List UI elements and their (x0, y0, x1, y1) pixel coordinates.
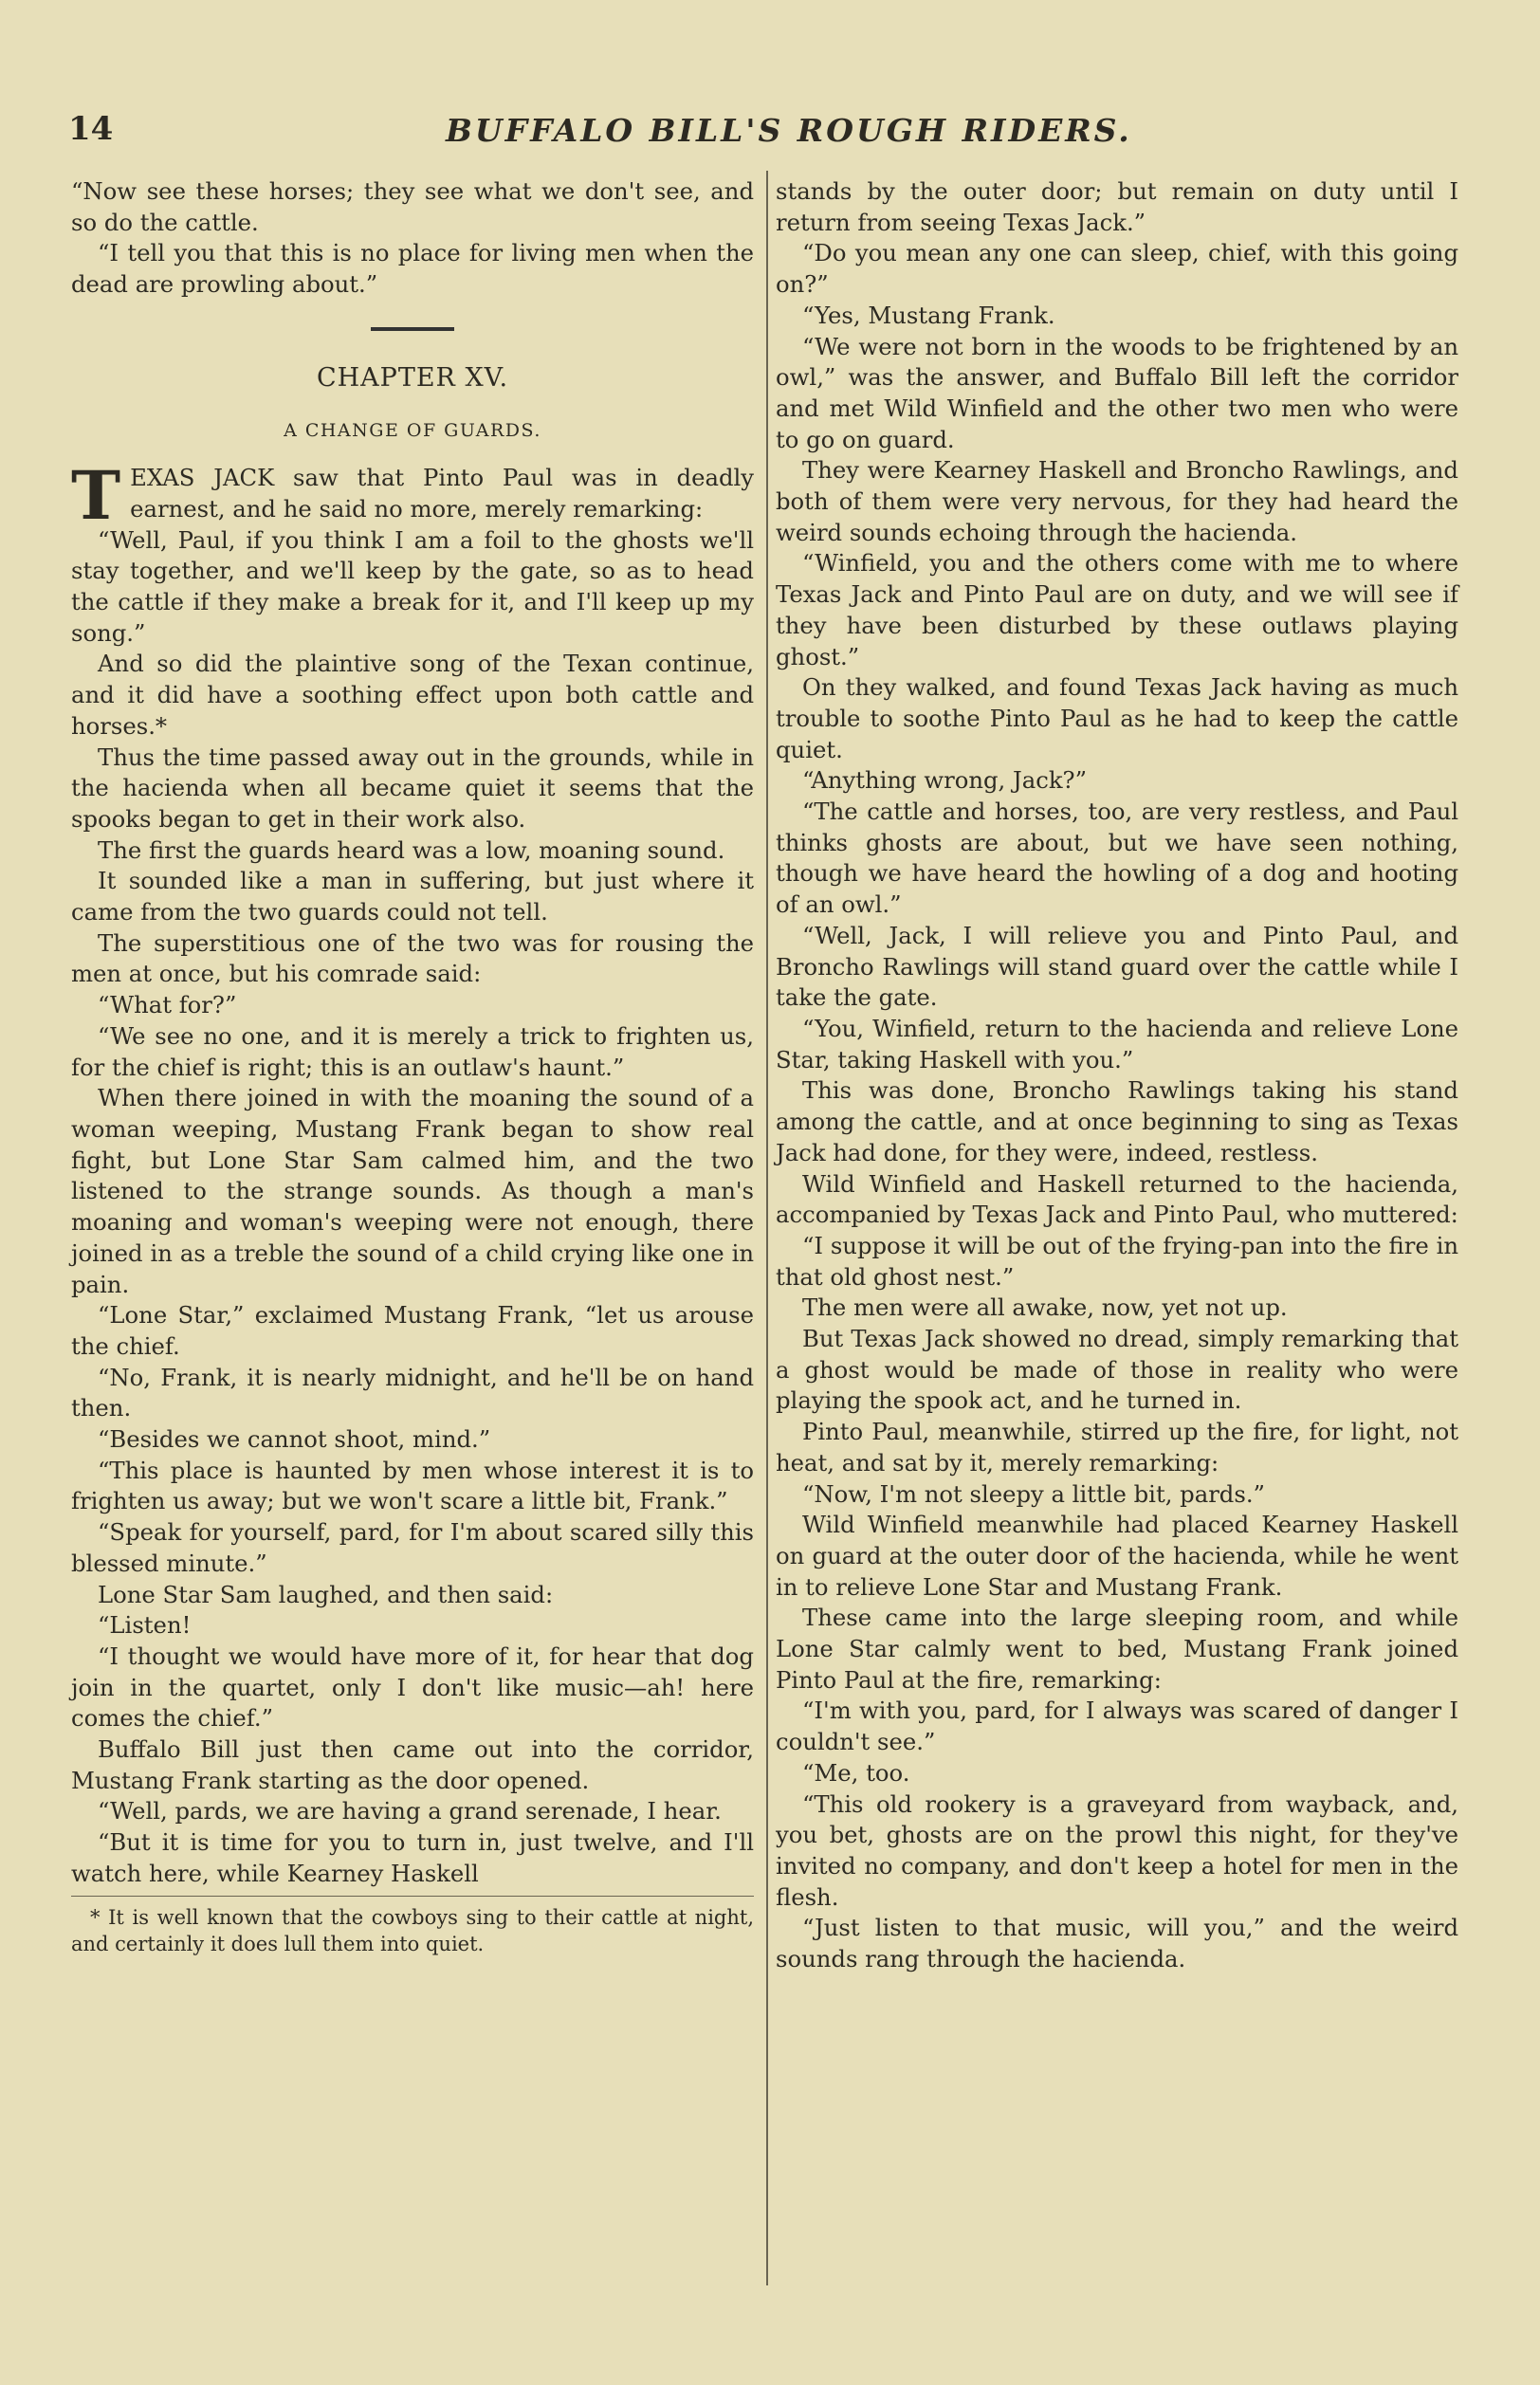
paragraph: Wild Winfield and Haskell returned to the hacienda, accompanied by Texas Jack and Pinto Paul, who muttered: (776, 1169, 1458, 1229)
right-paragraphs (776, 176, 1458, 1975)
paragraph: stands by the outer door; but remain on duty until I return from seeing Texas Jack.” (776, 177, 1458, 236)
paragraph: “We were not born in the woods to be frightened by an owl,” was the answer, and Buffalo Bill left the corridor and met Wild Winfield and the other two men who were to go on guard. (776, 332, 1458, 453)
paragraph: “But it is time for you to turn in, just twelve, and I'll watch here, while Kearney Haskell (71, 1828, 754, 1887)
right-column (776, 176, 1458, 1975)
paragraph: “We see no one, and it is merely a trick to frighten us, for the chief is right; this is an outlaw's haunt.” (71, 1021, 754, 1081)
running-title: BUFFALO BILL'S ROUGH RIDERS. (446, 112, 1132, 149)
paragraph: “This place is haunted by men whose interest it is to frighten us away; but we won't scare a little bit, Frank.” (71, 1456, 754, 1515)
paragraph: But Texas Jack showed no dread, simply remarking that a ghost would be made of those in reality who were playing the spook act, and he turned in. (776, 1325, 1458, 1415)
paragraph: “Me, too. (802, 1758, 910, 1787)
paragraph: “Winfield, you and the others come with me to where Texas Jack and Pinto Paul are on duty, and we will see if they have been disturbed by these outlaws playing ghost.” (776, 549, 1458, 670)
paragraph: Pinto Paul, meanwhile, stirred up the fire, for light, not heat, and sat by it, merely remarking: (776, 1418, 1458, 1477)
paragraph: “Now see these horses; they see what we don't see, and so do the cattle. (71, 177, 754, 236)
footnote: * It is well known that the cowboys sing to their cattle at night, and certainly it does lull them into quiet. (71, 1905, 754, 1955)
footnote-rule (71, 1896, 754, 1897)
paragraph: “Yes, Mustang Frank. (802, 301, 1055, 329)
first-paragraph (71, 456, 754, 536)
paragraph: “Speak for yourself, pard, for I'm about scared silly this blessed minute.” (71, 1518, 754, 1577)
column-divider (766, 171, 768, 2285)
drop-cap: T (71, 456, 121, 536)
paragraph: “Besides we cannot shoot, mind.” (98, 1425, 491, 1454)
first-paragraph-text: EXAS JACK saw that Pinto Paul was in deadly earnest, and he said no more, merely remarking: (130, 464, 754, 523)
chapter-subtitle: A CHANGE OF GUARDS. (284, 419, 541, 441)
paragraph: “Well, pards, we are having a grand serenade, I hear. (98, 1797, 722, 1825)
paragraph: This was done, Broncho Rawlings taking his stand among the cattle, and at once beginning to sing as Texas Jack had done, for they were, indeed, restless. (776, 1076, 1458, 1166)
paragraph: “Just listen to that music, will you,” and the weird sounds rang through the hacienda. (776, 1914, 1458, 1973)
paragraph: “Now, I'm not sleepy a little bit, pards.” (802, 1479, 1265, 1508)
paragraph: The first the guards heard was a low, moaning sound. (98, 835, 725, 864)
paragraph: “Well, Jack, I will relieve you and Pinto Paul, and Broncho Rawlings will stand guard over the cattle while I take the gate. (776, 921, 1458, 1012)
paragraph: “Listen! (98, 1611, 192, 1640)
paragraph: On they walked, and found Texas Jack having as much trouble to soothe Pinto Paul as he had to keep the cattle quiet. (776, 673, 1458, 763)
page-number: 14 (68, 110, 114, 148)
paragraph: Thus the time passed away out in the grounds, while in the hacienda when all became quiet it seems that the spooks began to get in their work also. (71, 743, 754, 833)
chapter-title: CHAPTER XV. (316, 362, 509, 393)
paragraph: “Do you mean any one can sleep, chief, with this going on?” (776, 239, 1458, 299)
paragraph: “Anything wrong, Jack?” (802, 766, 1088, 795)
left-paragraphs (71, 525, 754, 1890)
paragraph: Wild Winfield meanwhile had placed Kearney Haskell on guard at the outer door of the hacienda, while he went in to relieve Lone Star and Mustang Frank. (776, 1511, 1458, 1601)
paragraph: “The cattle and horses, too, are very restless, and Paul thinks ghosts are about, but we have seen nothing, though we have heard the howling of a dog and hooting of an owl.” (776, 798, 1458, 919)
paragraph: “I tell you that this is no place for living men when the dead are prowling about.” (71, 239, 754, 299)
paragraph: Buffalo Bill just then came out into the corridor, Mustang Frank starting as the door opened. (71, 1735, 754, 1794)
paragraph: “I thought we would have more of it, for hear that dog join in the quartet, only I don't like music—ah! here comes the chief.” (71, 1642, 754, 1733)
paragraph: The men were all awake, now, yet not up. (802, 1293, 1288, 1322)
paragraph: “You, Winfield, return to the hacienda and relieve Lone Star, taking Haskell with you.” (776, 1014, 1458, 1073)
paragraph: And so did the plaintive song of the Texan continue, and it did have a soothing effect upon both cattle and horses.* (71, 650, 754, 740)
left-column (71, 176, 754, 1957)
paragraph: “I'm with you, pard, for I always was scared of danger I couldn't see.” (776, 1697, 1458, 1756)
section-ornament (371, 327, 454, 331)
paragraph: “No, Frank, it is nearly midnight, and he'll be on hand then. (71, 1363, 754, 1422)
paragraph: “Lone Star,” exclaimed Mustang Frank, “let us arouse the chief. (71, 1301, 754, 1360)
paragraph: “What for?” (98, 991, 237, 1019)
paragraph: They were Kearney Haskell and Broncho Rawlings, and both of them were very nervous, for they had heard the weird sounds echoing through the hacienda. (776, 456, 1458, 546)
paragraph: These came into the large sleeping room, and while Lone Star calmly went to bed, Mustang Frank joined Pinto Paul at the fire, remarking: (776, 1604, 1458, 1694)
paragraph: When there joined in with the moaning the sound of a woman weeping, Mustang Frank began to show real fight, but Lone Star Sam calmed him, and the two listened to the strange sounds. As though a man's moaning and woman's weeping were not enough, there joined in as a treble the sound of a child crying like one in pain. (71, 1084, 754, 1298)
paragraph: Lone Star Sam laughed, and then said: (98, 1580, 554, 1608)
paragraph: The superstitious one of the two was for rousing the men at once, but his comrade said: (71, 928, 754, 988)
paragraph: It sounded like a man in suffering, but just where it came from the two guards could not tell. (71, 867, 754, 926)
paragraph: “I suppose it will be out of the frying-pan into the fire in that old ghost nest.” (776, 1231, 1458, 1291)
paragraph: “This old rookery is a graveyard from wayback, and, you bet, ghosts are on the prowl this night, for they've invited no company, and don't keep a hotel for men in the flesh. (776, 1789, 1458, 1911)
paragraph: “Well, Paul, if you think I am a foil to the ghosts we'll stay together, and we'll keep by the gate, so as to head the cattle if they make a break for it, and I'll keep up my song.” (71, 525, 754, 647)
